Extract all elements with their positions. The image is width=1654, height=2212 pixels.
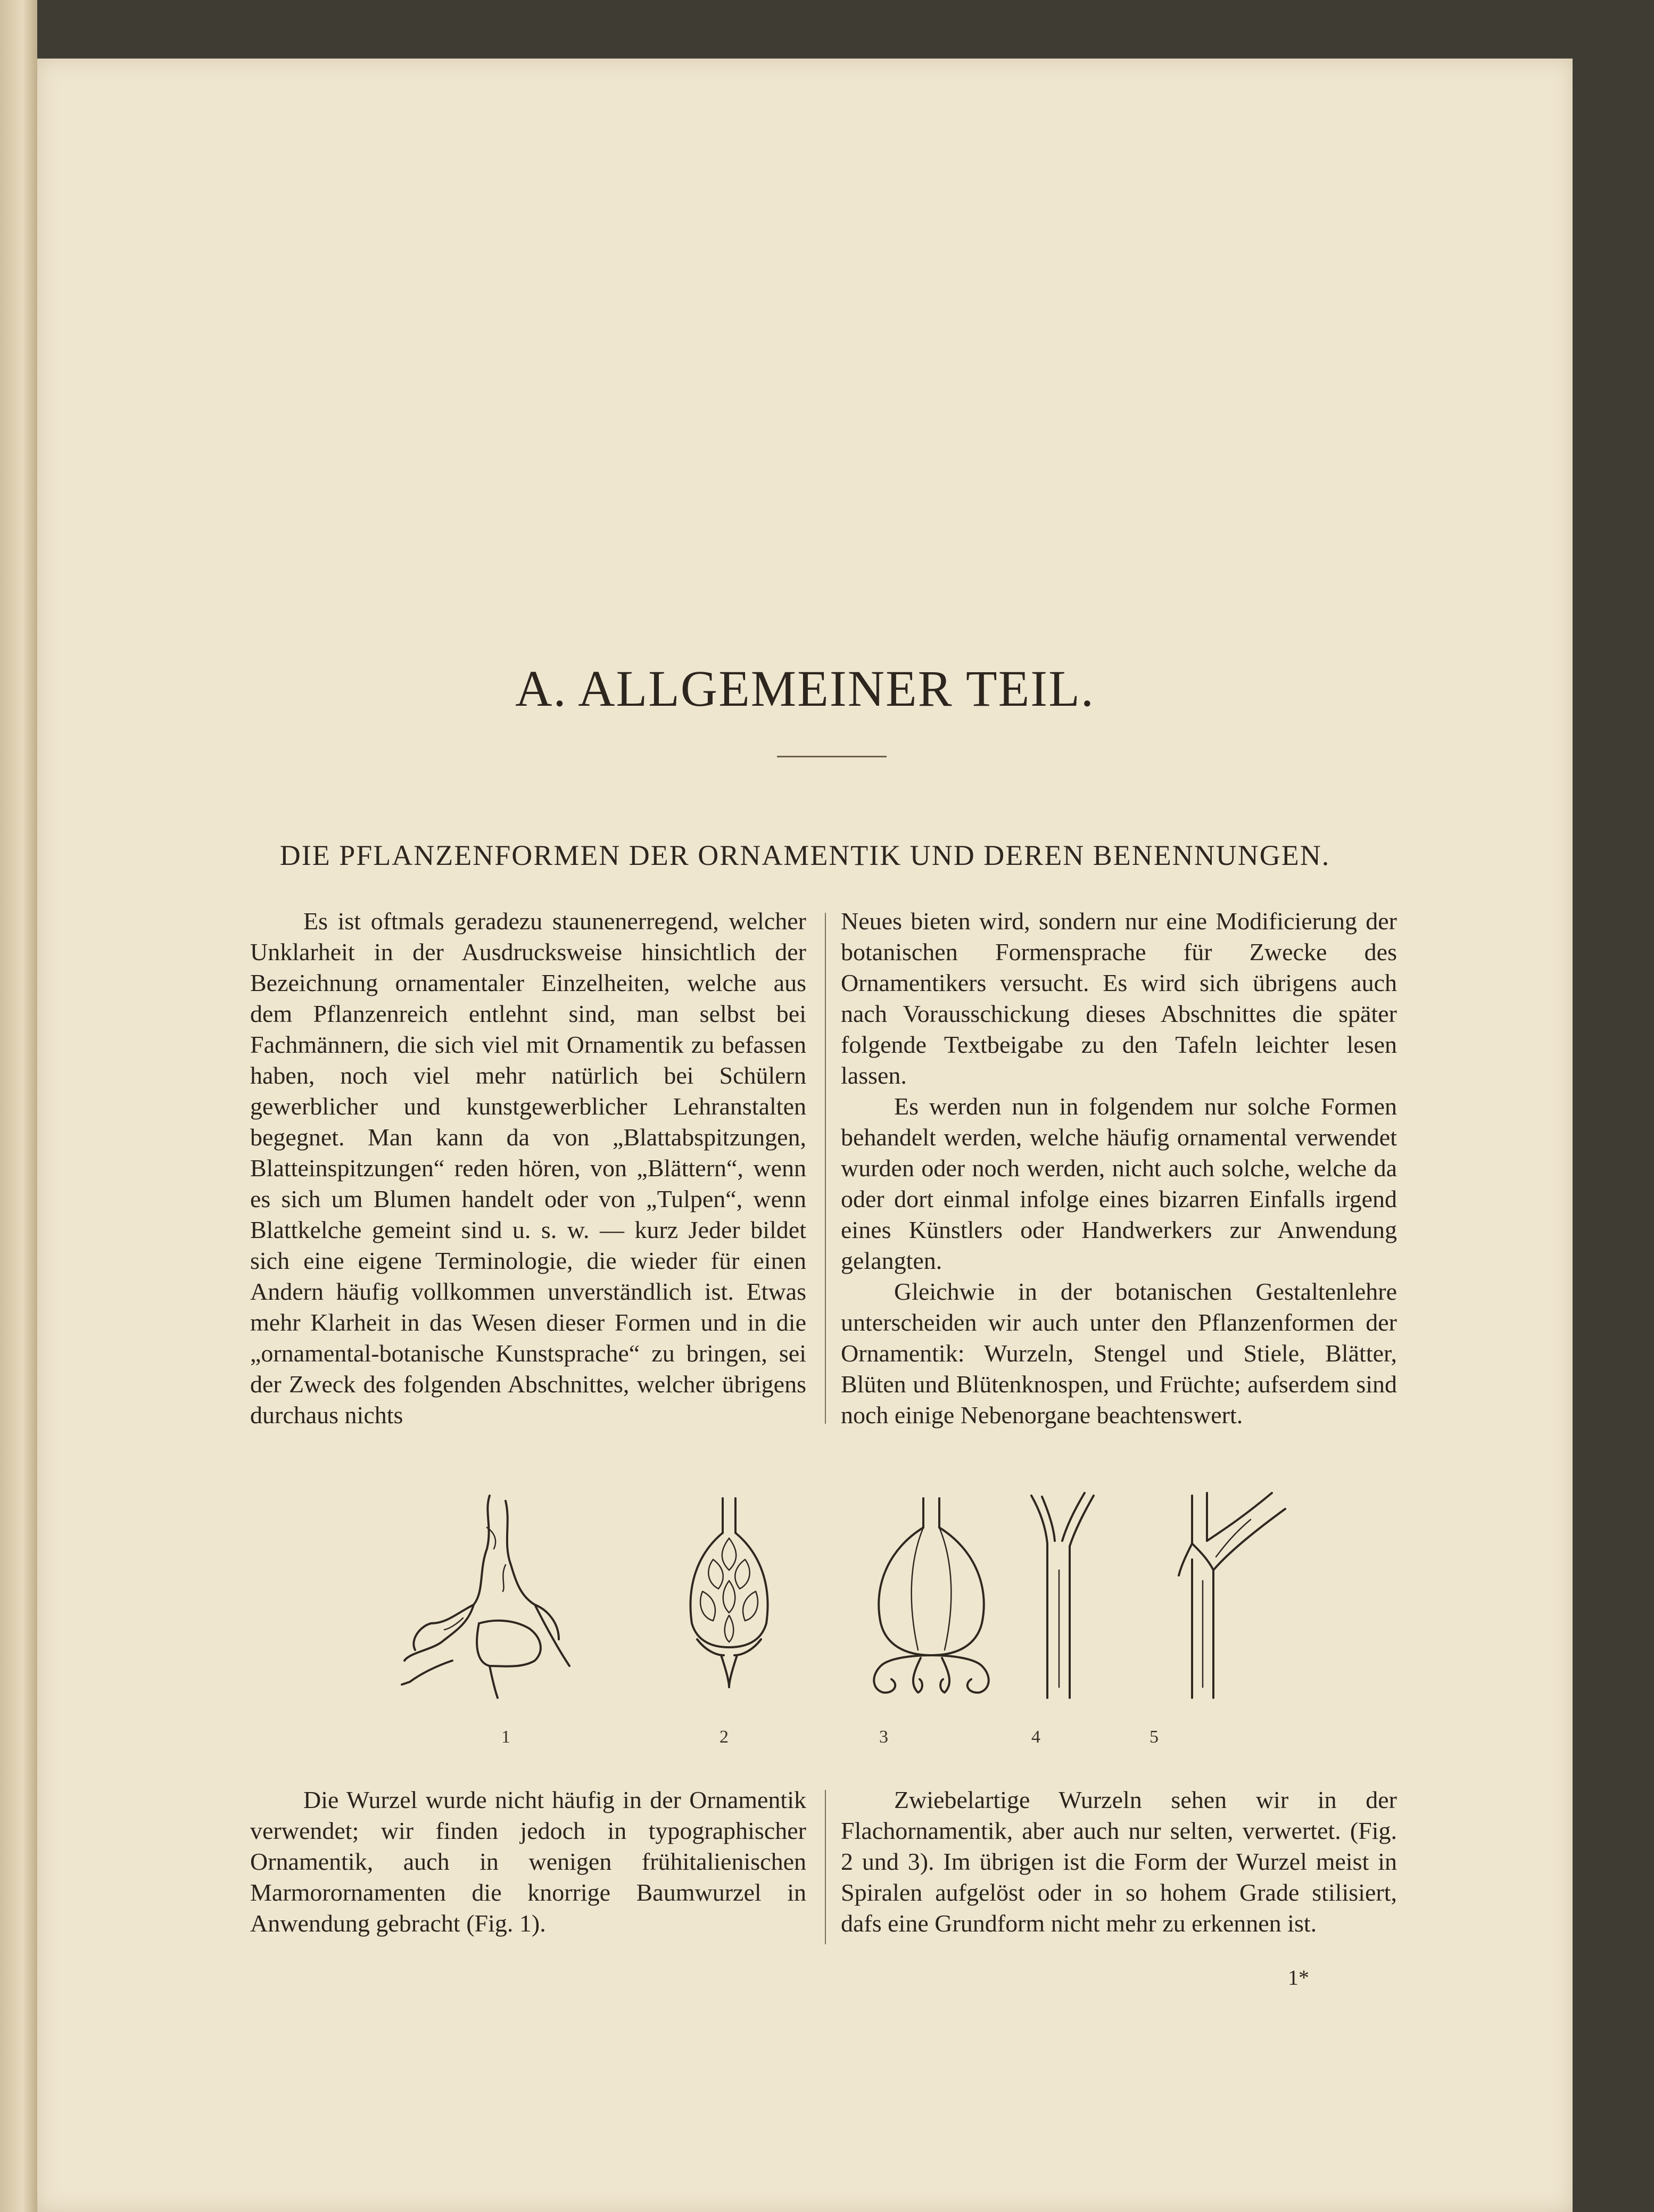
figure-2-scaled-bulb-icon: [676, 1496, 782, 1703]
figure-label-5: 5: [1149, 1727, 1159, 1747]
paragraph: Gleichwie in der botanischen Gestaltenlehre unterscheiden wir auch unter den Pflanzenformen der Ornamentik: Wurzeln, Stengel und Stiele, Blätter, Blüten und Blütenknospen, und Früchte; aufserdem sind noch einige Nebenorgane beachtenswert.: [841, 1278, 1397, 1429]
title-rule: [777, 756, 887, 757]
root-text-left-column: [250, 1785, 806, 1939]
figure-5-branching-stem-icon: [1171, 1490, 1293, 1703]
figure-4-forked-stem-icon: [1027, 1490, 1102, 1703]
section-subtitle: DIE PFLANZENFORMEN DER ORNAMENTIK UND DEREN BENENNUNGEN.: [279, 839, 1330, 871]
figure-label-4: 4: [1031, 1727, 1040, 1747]
paragraph: Neues bieten wird, sondern nur eine Modificierung der botanischen Formensprache für Zwecke des Ornamentikers versucht. Es wird sich übrigens auch nach Vorausschickung dieses Abschnittes die später folgende Textbeigabe zu den Tafeln leichter lesen lassen.: [841, 907, 1397, 1089]
figure-1-root-icon: [399, 1490, 575, 1703]
paragraph: Es werden nun in folgendem nur solche Formen behandelt werden, welche häufig ornamental verwendet wurden oder noch werden, nicht auch solche, welche da oder dort einmal infolge eines bizarren Einfalls irgend eines Künstlers oder Handwerkers zur Anwendung gelangten.: [841, 1093, 1397, 1274]
bleed-through-left: [250, 261, 793, 697]
figure-label-2: 2: [720, 1727, 729, 1747]
bleed-through-right: [836, 261, 1368, 697]
body-right-column: [841, 906, 1397, 1431]
column-divider: [825, 913, 826, 1424]
figure-label-3: 3: [879, 1727, 888, 1747]
facing-page-edge: [0, 0, 37, 2212]
page-number: 1*: [1288, 1966, 1309, 1990]
paragraph: Die Wurzel wurde nicht häufig in der Ornamentik verwendet; wir finden jedoch in typographischer Ornamentik, auch in wenigen frühitalienischen Marmorornamenten die knorrige Baumwurzel in Anwendung gebracht (Fig. 1).: [250, 1786, 806, 1937]
paragraph: Es ist oftmals geradezu staunenerregend, welcher Unklarheit in der Ausdrucksweise hinsichtlich der Bezeichnung ornamentaler Einzelheiten, welche aus dem Pflanzenreich entlehnt sind, man selbst bei Fachmännern, die sich viel mit Ornamentik zu befassen haben, noch viel mehr natürlich bei Schülern gewerblicher und kunstgewerblicher Lehranstalten begegnet. Man kann da von „Blattabspitzungen, Blatteinspitzungen“ reden hören, von „Blättern“, wenn es sich um Blumen handelt oder von „Tulpen“, wenn Blattkelche gemeint sind u. s. w. — kurz Jeder bildet sich eine eigene Terminologie, die wieder für einen Andern häufig vollkommen unverständlich ist. Etwas mehr Klarheit in das Wesen dieser Formen und in die „ornamental-botanische Kunstsprache“ zu bringen, sei der Zweck des folgenden Abschnittes, welcher übrigens durchaus nichts: [250, 907, 806, 1429]
book-page: [37, 59, 1573, 2212]
figure-3-smooth-bulb-icon: [851, 1496, 1011, 1703]
section-title: A. ALLGEMEINER TEIL.: [515, 660, 1095, 717]
column-divider-bottom: [825, 1790, 826, 1944]
paragraph: Zwiebelartige Wurzeln sehen wir in der Flachornamentik, aber auch nur selten, verwertet. (Fig. 2 und 3). Im übrigen ist die Form der Wurzel meist in Spiralen aufgelöst oder in so hohem Grade stilisiert, dafs eine Grundform nicht mehr zu erkennen ist.: [841, 1786, 1397, 1937]
body-left-column: [250, 906, 806, 1431]
figure-label-1: 1: [501, 1727, 510, 1747]
root-text-right-column: [841, 1785, 1397, 1939]
